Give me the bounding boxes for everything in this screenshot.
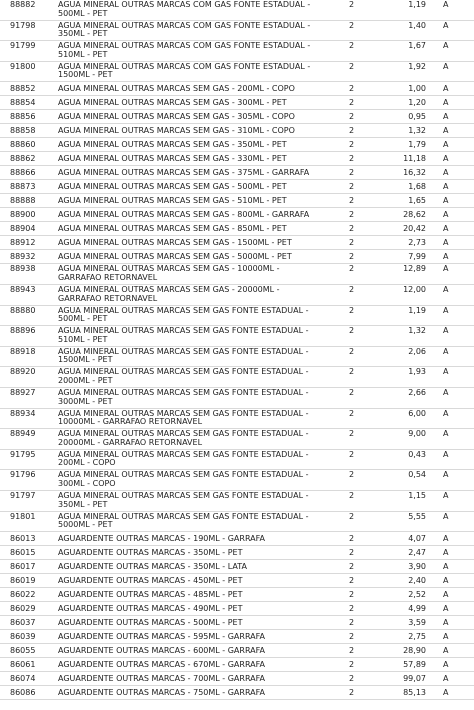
product-code: 91800 [10, 61, 36, 71]
status-flag: A [443, 470, 449, 480]
table-row [0, 644, 474, 658]
unit-price: 0,95 [408, 112, 426, 122]
product-description: AGUA MINERAL OUTRAS MARCAS SEM GAS - 1500ML - PET [58, 238, 292, 248]
product-code: 88873 [10, 182, 36, 192]
product-code: 88927 [10, 387, 36, 397]
product-code: 88900 [10, 210, 36, 220]
product-description: AGUARDENTE OUTRAS MARCAS - 750ML - GARRAFA [58, 688, 265, 698]
table-row [0, 0, 474, 21]
unit-code: 2 [349, 632, 355, 642]
unit-price: 16,32 [403, 168, 426, 178]
product-code: 88938 [10, 264, 36, 274]
product-description: AGUA MINERAL OUTRAS MARCAS SEM GAS - 305ML - COPO [58, 112, 295, 122]
unit-code: 2 [349, 346, 355, 356]
table-row [0, 326, 474, 347]
product-code: 91797 [10, 490, 36, 500]
unit-price: 5,55 [408, 511, 426, 521]
table-row [0, 450, 474, 471]
product-description: AGUA MINERAL OUTRAS MARCAS SEM GAS FONTE ESTADUAL - 500ML - PET [58, 305, 309, 324]
unit-code: 2 [349, 20, 355, 30]
product-description: AGUARDENTE OUTRAS MARCAS - 700ML - GARRAFA [58, 674, 265, 684]
unit-code: 2 [349, 604, 355, 614]
unit-price: 1,19 [408, 305, 426, 315]
table-row [0, 686, 474, 700]
status-flag: A [443, 618, 449, 628]
product-description: AGUA MINERAL OUTRAS MARCAS COM GAS FONTE ESTADUAL - 1500ML - PET [58, 61, 311, 80]
unit-price: 0,43 [408, 449, 426, 459]
unit-price: 1,65 [408, 196, 426, 206]
product-code: 88912 [10, 238, 36, 248]
unit-price: 4,99 [408, 604, 426, 614]
unit-code: 2 [349, 576, 355, 586]
unit-price: 2,40 [408, 576, 426, 586]
product-code: 86055 [10, 646, 36, 656]
unit-code: 2 [349, 548, 355, 558]
status-flag: A [443, 632, 449, 642]
table-row [0, 180, 474, 194]
unit-code: 2 [349, 140, 355, 150]
product-description: AGUA MINERAL OUTRAS MARCAS SEM GAS FONTE ESTADUAL - 200ML - COPO [58, 449, 309, 468]
table-row [0, 409, 474, 430]
table-row [0, 124, 474, 138]
table-row [0, 588, 474, 602]
unit-code: 2 [349, 470, 355, 480]
unit-price: 2,52 [408, 590, 426, 600]
product-code: 88934 [10, 408, 36, 418]
table-row [0, 560, 474, 574]
status-flag: A [443, 140, 449, 150]
status-flag: A [443, 210, 449, 220]
unit-price: 1,92 [408, 61, 426, 71]
status-flag: A [443, 408, 449, 418]
product-code: 88904 [10, 224, 36, 234]
product-code: 86086 [10, 688, 36, 698]
product-code: 86022 [10, 590, 36, 600]
product-code: 91799 [10, 41, 36, 51]
table-row [0, 236, 474, 250]
product-code: 86013 [10, 534, 36, 544]
product-code: 88856 [10, 112, 36, 122]
status-flag: A [443, 0, 449, 9]
unit-price: 2,75 [408, 632, 426, 642]
unit-code: 2 [349, 154, 355, 164]
product-description: AGUA MINERAL OUTRAS MARCAS SEM GAS - 200ML - COPO [58, 84, 295, 94]
unit-code: 2 [349, 367, 355, 377]
unit-code: 2 [349, 252, 355, 262]
table-row [0, 658, 474, 672]
product-description: AGUARDENTE OUTRAS MARCAS - 600ML - GARRAFA [58, 646, 265, 656]
unit-code: 2 [349, 98, 355, 108]
status-flag: A [443, 41, 449, 51]
unit-price: 99,07 [403, 674, 426, 684]
status-flag: A [443, 562, 449, 572]
product-description: AGUA MINERAL OUTRAS MARCAS SEM GAS - 850ML - PET [58, 224, 287, 234]
status-flag: A [443, 305, 449, 315]
status-flag: A [443, 688, 449, 698]
table-row [0, 306, 474, 327]
unit-code: 2 [349, 196, 355, 206]
unit-price: 12,00 [403, 284, 426, 294]
unit-price: 3,90 [408, 562, 426, 572]
unit-price: 85,13 [403, 688, 426, 698]
product-code: 88932 [10, 252, 36, 262]
product-description: AGUA MINERAL OUTRAS MARCAS SEM GAS - 330ML - PET [58, 154, 287, 164]
status-flag: A [443, 168, 449, 178]
unit-code: 2 [349, 168, 355, 178]
unit-price: 2,66 [408, 387, 426, 397]
product-code: 88862 [10, 154, 36, 164]
unit-code: 2 [349, 688, 355, 698]
product-code: 88866 [10, 168, 36, 178]
unit-code: 2 [349, 210, 355, 220]
unit-code: 2 [349, 284, 355, 294]
product-code: 86061 [10, 660, 36, 670]
unit-code: 2 [349, 224, 355, 234]
product-code: 88943 [10, 284, 36, 294]
product-description: AGUA MINERAL OUTRAS MARCAS SEM GAS - 20000ML - GARRAFAO RETORNAVEL [58, 284, 280, 303]
product-description: AGUA MINERAL OUTRAS MARCAS SEM GAS - 500ML - PET [58, 182, 287, 192]
unit-code: 2 [349, 408, 355, 418]
table-row [0, 222, 474, 236]
table-row [0, 388, 474, 409]
product-description: AGUA MINERAL OUTRAS MARCAS SEM GAS FONTE ESTADUAL - 2000ML - PET [58, 367, 309, 385]
product-description: AGUARDENTE OUTRAS MARCAS - 500ML - PET [58, 618, 243, 628]
product-code: 88918 [10, 346, 36, 356]
status-flag: A [443, 534, 449, 544]
status-flag: A [443, 576, 449, 586]
status-flag: A [443, 590, 449, 600]
table-row [0, 512, 474, 533]
status-flag: A [443, 84, 449, 94]
product-code: 88880 [10, 305, 36, 315]
unit-price: 2,47 [408, 548, 426, 558]
product-code: 86037 [10, 618, 36, 628]
unit-price: 1,68 [408, 182, 426, 192]
product-description: AGUARDENTE OUTRAS MARCAS - 595ML - GARRAFA [58, 632, 265, 642]
table-row [0, 672, 474, 686]
product-code: 88854 [10, 98, 36, 108]
unit-price: 7,99 [408, 252, 426, 262]
status-flag: A [443, 224, 449, 234]
unit-price: 2,06 [408, 346, 426, 356]
unit-price: 12,89 [403, 264, 426, 274]
unit-code: 2 [349, 84, 355, 94]
product-code: 91798 [10, 20, 36, 30]
status-flag: A [443, 112, 449, 122]
product-description: AGUARDENTE OUTRAS MARCAS - 670ML - GARRAFA [58, 660, 265, 670]
unit-code: 2 [349, 126, 355, 136]
product-description: AGUA MINERAL OUTRAS MARCAS SEM GAS FONTE ESTADUAL - 5000ML - PET [58, 511, 309, 530]
status-flag: A [443, 252, 449, 262]
table-row [0, 110, 474, 124]
product-description: AGUARDENTE OUTRAS MARCAS - 190ML - GARRAFA [58, 534, 265, 544]
unit-code: 2 [349, 534, 355, 544]
unit-price: 4,07 [408, 534, 426, 544]
unit-code: 2 [349, 0, 355, 9]
unit-code: 2 [349, 238, 355, 248]
product-description: AGUARDENTE OUTRAS MARCAS - 490ML - PET [58, 604, 243, 614]
product-description: AGUA MINERAL OUTRAS MARCAS SEM GAS FONTE ESTADUAL - 20000ML - GARRAFAO RETORNAVEL [58, 429, 309, 447]
status-flag: A [443, 449, 449, 459]
table-row [0, 166, 474, 180]
status-flag: A [443, 346, 449, 356]
product-description: AGUA MINERAL OUTRAS MARCAS SEM GAS FONTE ESTADUAL - 350ML - PET [58, 490, 309, 509]
status-flag: A [443, 387, 449, 397]
table-row [0, 491, 474, 512]
unit-code: 2 [349, 660, 355, 670]
status-flag: A [443, 98, 449, 108]
unit-code: 2 [349, 61, 355, 71]
unit-code: 2 [349, 112, 355, 122]
table-row [0, 429, 474, 450]
table-row [0, 602, 474, 616]
product-description: AGUA MINERAL OUTRAS MARCAS SEM GAS FONTE ESTADUAL - 510ML - PET [58, 326, 309, 344]
table-row [0, 41, 474, 62]
status-flag: A [443, 61, 449, 71]
unit-price: 20,42 [403, 224, 426, 234]
product-description: AGUA MINERAL OUTRAS MARCAS SEM GAS - 5000ML - PET [58, 252, 292, 262]
unit-code: 2 [349, 511, 355, 521]
product-code: 91795 [10, 449, 36, 459]
table-row [0, 96, 474, 110]
product-code: 86015 [10, 548, 36, 558]
product-code: 86029 [10, 604, 36, 614]
status-flag: A [443, 20, 449, 30]
unit-code: 2 [349, 41, 355, 51]
product-description: AGUA MINERAL OUTRAS MARCAS SEM GAS FONTE ESTADUAL - 3000ML - PET [58, 387, 309, 406]
product-description: AGUA MINERAL OUTRAS MARCAS SEM GAS - 375ML - GARRAFA [58, 168, 310, 178]
product-description: AGUA MINERAL OUTRAS MARCAS SEM GAS - 800ML - GARRAFA [58, 210, 310, 220]
product-code: 86039 [10, 632, 36, 642]
product-code: 88888 [10, 196, 36, 206]
table-row [0, 194, 474, 208]
status-flag: A [443, 154, 449, 164]
unit-price: 11,18 [403, 154, 426, 164]
product-code: 88896 [10, 326, 36, 336]
product-code: 86074 [10, 674, 36, 684]
unit-code: 2 [349, 618, 355, 628]
product-description: AGUA MINERAL OUTRAS MARCAS SEM GAS - 310ML - COPO [58, 126, 295, 136]
unit-price: 1,19 [408, 0, 426, 9]
unit-code: 2 [349, 305, 355, 315]
table-row [0, 208, 474, 222]
product-description: AGUARDENTE OUTRAS MARCAS - 350ML - LATA [58, 562, 247, 572]
product-description: AGUA MINERAL OUTRAS MARCAS COM GAS FONTE ESTADUAL - 500ML - PET [58, 0, 311, 18]
status-flag: A [443, 367, 449, 377]
product-description: AGUA MINERAL OUTRAS MARCAS COM GAS FONTE ESTADUAL - 510ML - PET [58, 41, 311, 59]
table-row [0, 62, 474, 83]
table-row [0, 152, 474, 166]
table-row [0, 138, 474, 152]
status-flag: A [443, 548, 449, 558]
unit-price: 1,67 [408, 41, 426, 51]
unit-price: 1,00 [408, 84, 426, 94]
unit-price: 28,90 [403, 646, 426, 656]
unit-code: 2 [349, 326, 355, 336]
status-flag: A [443, 182, 449, 192]
unit-price: 1,20 [408, 98, 426, 108]
unit-code: 2 [349, 264, 355, 274]
unit-price: 6,00 [408, 408, 426, 418]
status-flag: A [443, 326, 449, 336]
table-row [0, 367, 474, 388]
product-code: 88949 [10, 429, 36, 439]
unit-price: 2,73 [408, 238, 426, 248]
product-description: AGUA MINERAL OUTRAS MARCAS COM GAS FONTE ESTADUAL - 350ML - PET [58, 20, 311, 39]
product-description: AGUARDENTE OUTRAS MARCAS - 350ML - PET [58, 548, 243, 558]
unit-code: 2 [349, 429, 355, 439]
status-flag: A [443, 264, 449, 274]
table-row [0, 546, 474, 560]
unit-price: 0,54 [408, 470, 426, 480]
unit-price: 1,32 [408, 326, 426, 336]
unit-code: 2 [349, 182, 355, 192]
status-flag: A [443, 238, 449, 248]
status-flag: A [443, 646, 449, 656]
product-description: AGUA MINERAL OUTRAS MARCAS SEM GAS FONTE ESTADUAL - 10000ML - GARRAFAO RETORNAVEL [58, 408, 309, 427]
status-flag: A [443, 429, 449, 439]
status-flag: A [443, 511, 449, 521]
product-code: 88860 [10, 140, 36, 150]
product-code: 88920 [10, 367, 36, 377]
table-row [0, 82, 474, 96]
status-flag: A [443, 674, 449, 684]
unit-code: 2 [349, 646, 355, 656]
table-row [0, 574, 474, 588]
table-row [0, 250, 474, 264]
table-row [0, 630, 474, 644]
status-flag: A [443, 284, 449, 294]
product-description: AGUARDENTE OUTRAS MARCAS - 485ML - PET [58, 590, 243, 600]
status-flag: A [443, 126, 449, 136]
product-code: 88882 [10, 0, 36, 9]
product-description: AGUA MINERAL OUTRAS MARCAS SEM GAS - 510ML - PET [58, 196, 287, 206]
unit-price: 28,62 [403, 210, 426, 220]
product-description: AGUARDENTE OUTRAS MARCAS - 450ML - PET [58, 576, 243, 586]
table-row [0, 470, 474, 491]
product-description: AGUA MINERAL OUTRAS MARCAS SEM GAS - 350ML - PET [58, 140, 287, 150]
unit-price: 9,00 [408, 429, 426, 439]
unit-price: 1,40 [408, 20, 426, 30]
product-code: 91801 [10, 511, 36, 521]
unit-price: 3,59 [408, 618, 426, 628]
unit-code: 2 [349, 590, 355, 600]
product-code: 86017 [10, 562, 36, 572]
product-description: AGUA MINERAL OUTRAS MARCAS SEM GAS - 10000ML - GARRAFAO RETORNAVEL [58, 264, 280, 282]
status-flag: A [443, 196, 449, 206]
table-row [0, 532, 474, 546]
product-description: AGUA MINERAL OUTRAS MARCAS SEM GAS FONTE ESTADUAL - 1500ML - PET [58, 346, 309, 365]
unit-code: 2 [349, 387, 355, 397]
product-code: 86019 [10, 576, 36, 586]
table-row [0, 21, 474, 42]
product-code: 88852 [10, 84, 36, 94]
product-code: 88858 [10, 126, 36, 136]
product-description: AGUA MINERAL OUTRAS MARCAS SEM GAS - 300ML - PET [58, 98, 287, 108]
unit-code: 2 [349, 674, 355, 684]
table-row [0, 347, 474, 368]
product-description: AGUA MINERAL OUTRAS MARCAS SEM GAS FONTE ESTADUAL - 300ML - COPO [58, 470, 309, 488]
status-flag: A [443, 660, 449, 670]
unit-price: 1,15 [408, 490, 426, 500]
product-code: 91796 [10, 470, 36, 480]
unit-price: 1,32 [408, 126, 426, 136]
status-flag: A [443, 490, 449, 500]
unit-price: 57,89 [403, 660, 426, 670]
unit-price: 1,79 [408, 140, 426, 150]
table-row [0, 264, 474, 285]
unit-code: 2 [349, 449, 355, 459]
table-row [0, 616, 474, 630]
status-flag: A [443, 604, 449, 614]
unit-code: 2 [349, 490, 355, 500]
table-row [0, 285, 474, 306]
unit-price: 1,93 [408, 367, 426, 377]
unit-code: 2 [349, 562, 355, 572]
